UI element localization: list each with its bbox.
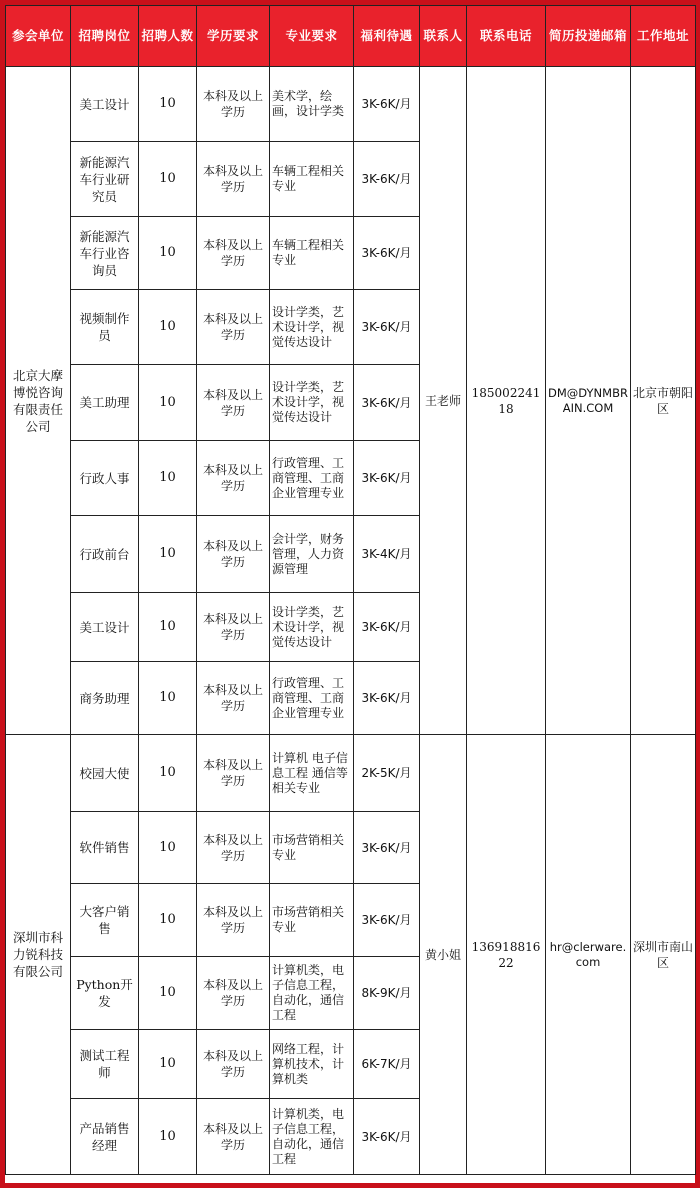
education-cell: 本科及以上学历 [197,67,270,142]
count-cell: 10 [139,1099,197,1175]
education-cell: 本科及以上学历 [197,142,270,217]
count-cell: 10 [139,67,197,142]
salary-cell: 3K-6K/月 [354,884,420,957]
header-address: 工作地址 [631,6,696,67]
education-cell: 本科及以上学历 [197,1030,270,1099]
salary-cell: 6K-7K/月 [354,1030,420,1099]
education-cell: 本科及以上学历 [197,441,270,516]
position-cell: 新能源汽车行业咨询员 [71,217,139,290]
major-cell: 设计学类，艺术设计学，视觉传达设计 [270,365,354,441]
education-cell: 本科及以上学历 [197,884,270,957]
count-cell: 10 [139,662,197,735]
header-contact: 联系人 [420,6,467,67]
education-cell: 本科及以上学历 [197,217,270,290]
position-cell: 行政前台 [71,516,139,593]
position-cell: 软件销售 [71,812,139,884]
salary-cell: 3K-6K/月 [354,662,420,735]
address-cell: 北京市朝阳区 [631,67,696,735]
header-count: 招聘人数 [139,6,197,67]
salary-cell: 3K-6K/月 [354,365,420,441]
table-body [6,67,696,1175]
position-cell: 行政人事 [71,441,139,516]
major-cell: 设计学类，艺术设计学，视觉传达设计 [270,593,354,662]
major-cell: 市场营销相关专业 [270,812,354,884]
salary-cell: 3K-6K/月 [354,812,420,884]
count-cell: 10 [139,735,197,812]
major-cell: 计算机类，电子信息工程，自动化，通信工程 [270,1099,354,1175]
major-cell: 车辆工程相关专业 [270,142,354,217]
salary-cell: 3K-4K/月 [354,516,420,593]
count-cell: 10 [139,812,197,884]
count-cell: 10 [139,593,197,662]
position-cell: 美工设计 [71,67,139,142]
count-cell: 10 [139,516,197,593]
major-cell: 计算机类，电子信息工程，自动化，通信工程 [270,957,354,1030]
education-cell: 本科及以上学历 [197,812,270,884]
major-cell: 市场营销相关专业 [270,884,354,957]
phone-cell: 18500224118 [467,67,546,735]
position-cell: 商务助理 [71,662,139,735]
count-cell: 10 [139,365,197,441]
email-cell: hr@clerware.com [546,735,631,1175]
salary-cell: 8K-9K/月 [354,957,420,1030]
recruitment-sheet [5,5,695,1183]
position-cell: 测试工程师 [71,1030,139,1099]
contact-cell: 王老师 [420,67,467,735]
table-row [6,67,696,142]
count-cell: 10 [139,884,197,957]
header-position: 招聘岗位 [71,6,139,67]
company-name: 北京大摩博悦咨询有限责任公司 [6,67,71,735]
major-cell: 计算机 电子信息工程 通信等相关专业 [270,735,354,812]
position-cell: 校园大使 [71,735,139,812]
position-cell: 美工设计 [71,593,139,662]
company-name: 深圳市科力锐科技有限公司 [6,735,71,1175]
salary-cell: 3K-6K/月 [354,1099,420,1175]
education-cell: 本科及以上学历 [197,735,270,812]
major-cell: 车辆工程相关专业 [270,217,354,290]
education-cell: 本科及以上学历 [197,516,270,593]
education-cell: 本科及以上学历 [197,290,270,365]
count-cell: 10 [139,441,197,516]
education-cell: 本科及以上学历 [197,365,270,441]
salary-cell: 3K-6K/月 [354,67,420,142]
education-cell: 本科及以上学历 [197,1099,270,1175]
major-cell: 设计学类，艺术设计学，视觉传达设计 [270,290,354,365]
header-education: 学历要求 [197,6,270,67]
major-cell: 美术学，绘画，设计学类 [270,67,354,142]
major-cell: 行政管理、工商管理、工商企业管理专业 [270,441,354,516]
table-row [6,735,696,812]
header-major: 专业要求 [270,6,354,67]
major-cell: 会计学，财务管理，人力资源管理 [270,516,354,593]
salary-cell: 3K-6K/月 [354,441,420,516]
count-cell: 10 [139,957,197,1030]
salary-cell: 3K-6K/月 [354,290,420,365]
position-cell: 视频制作员 [71,290,139,365]
count-cell: 10 [139,217,197,290]
count-cell: 10 [139,142,197,217]
count-cell: 10 [139,1030,197,1099]
education-cell: 本科及以上学历 [197,662,270,735]
address-cell: 深圳市南山区 [631,735,696,1175]
salary-cell: 2K-5K/月 [354,735,420,812]
email-cell: DM@DYNMBRAIN.COM [546,67,631,735]
position-cell: 产品销售经理 [71,1099,139,1175]
education-cell: 本科及以上学历 [197,593,270,662]
salary-cell: 3K-6K/月 [354,142,420,217]
header-company: 参会单位 [6,6,71,67]
recruitment-table [5,5,696,1175]
phone-cell: 13691881622 [467,735,546,1175]
header-email: 简历投递邮箱 [546,6,631,67]
salary-cell: 3K-6K/月 [354,593,420,662]
header-row [6,6,696,67]
major-cell: 行政管理、工商管理、工商企业管理专业 [270,662,354,735]
contact-cell: 黄小姐 [420,735,467,1175]
position-cell: 美工助理 [71,365,139,441]
count-cell: 10 [139,290,197,365]
position-cell: 新能源汽车行业研究员 [71,142,139,217]
position-cell: 大客户销售 [71,884,139,957]
header-salary: 福利待遇 [354,6,420,67]
header-phone: 联系电话 [467,6,546,67]
position-cell: Python开发 [71,957,139,1030]
salary-cell: 3K-6K/月 [354,217,420,290]
major-cell: 网络工程，计算机技术，计算机类 [270,1030,354,1099]
education-cell: 本科及以上学历 [197,957,270,1030]
